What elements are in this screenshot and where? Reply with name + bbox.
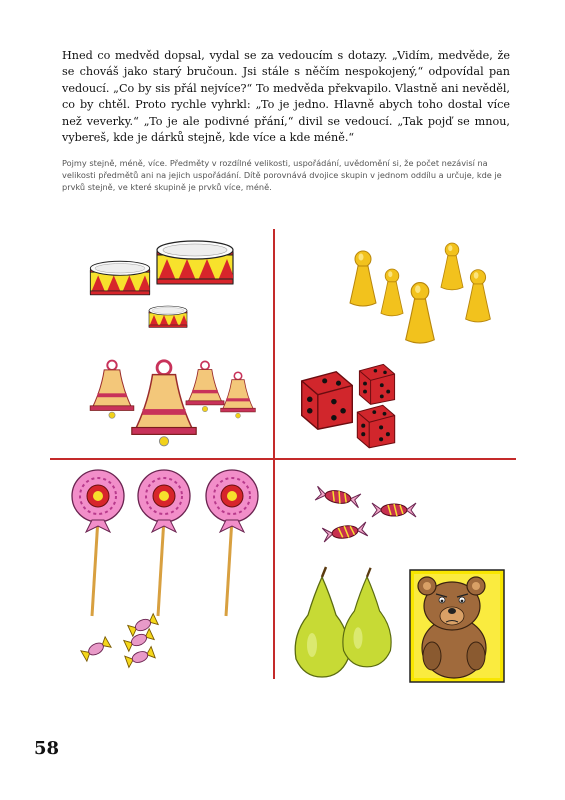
- pawns-group: [350, 243, 490, 343]
- teddy-bear-picture: [410, 570, 504, 682]
- page-number: 58: [34, 738, 60, 759]
- lollipop-icon: [138, 470, 190, 616]
- lollipops-group: [72, 470, 258, 616]
- dice-icon: [357, 405, 394, 448]
- small-candies-group: [81, 614, 158, 668]
- candy-icon: [315, 486, 361, 507]
- candy-icon: [372, 503, 416, 517]
- candies-group: [315, 486, 416, 542]
- candy-icon: [322, 522, 368, 542]
- pears-group: [295, 567, 391, 677]
- pawn-icon: [441, 243, 463, 290]
- story-text: Hned co medvěd dopsal, vydal se za vedoucím s dotazy. „Vidím, medvěde, že se chováš jako starý bručoun. Jsi stále s něčím nespokojený,“ odpovídal pan vedoucí. „Co by sis přál nejvíce?“ To medvěda překvapilo. Vlastně ani nevěděl, co by chtěl. Proto rychle vyhrkl: „To je jedno. Hlavně abych toho dostal více než veverky.“ „To je ale podivné přání,“ divil se vedoucí. „Tak pojď se mnou, vybereš, kde je dárků stejně, kde více a kde méně.“: [62, 49, 510, 145]
- pear-icon: [295, 567, 349, 677]
- pawn-icon: [466, 270, 491, 322]
- candy-icon: [81, 637, 111, 661]
- drums-group: [90, 241, 233, 328]
- bells-group: [90, 361, 255, 446]
- pawn-icon: [406, 283, 435, 344]
- teacher-note: Pojmy stejně, méně, více. Předměty v rozdílné velikosti, uspořádání, uvědomění si, že počet nezávisí na velikosti předmětů ani na jejich uspořádání. Dítě porovnává dvojice skupin v jednom oddílu a určuje, kde je prvků stejně, ve které skupině je prvků více, méně.: [62, 158, 502, 192]
- candy-icon: [124, 629, 154, 652]
- bell-icon: [221, 372, 256, 418]
- dice-icon: [302, 372, 353, 430]
- bell-icon: [90, 361, 134, 419]
- bell-icon: [186, 361, 224, 411]
- drum-icon: [149, 306, 187, 328]
- lollipop-icon: [206, 470, 258, 616]
- pear-icon: [343, 568, 391, 667]
- drum-icon: [90, 261, 149, 295]
- drum-icon: [157, 241, 233, 284]
- pawn-icon: [381, 269, 403, 316]
- dice-group: [302, 364, 395, 447]
- pawn-icon: [350, 251, 376, 306]
- candy-icon: [128, 614, 158, 637]
- dice-icon: [359, 364, 394, 404]
- lollipop-icon: [72, 470, 124, 616]
